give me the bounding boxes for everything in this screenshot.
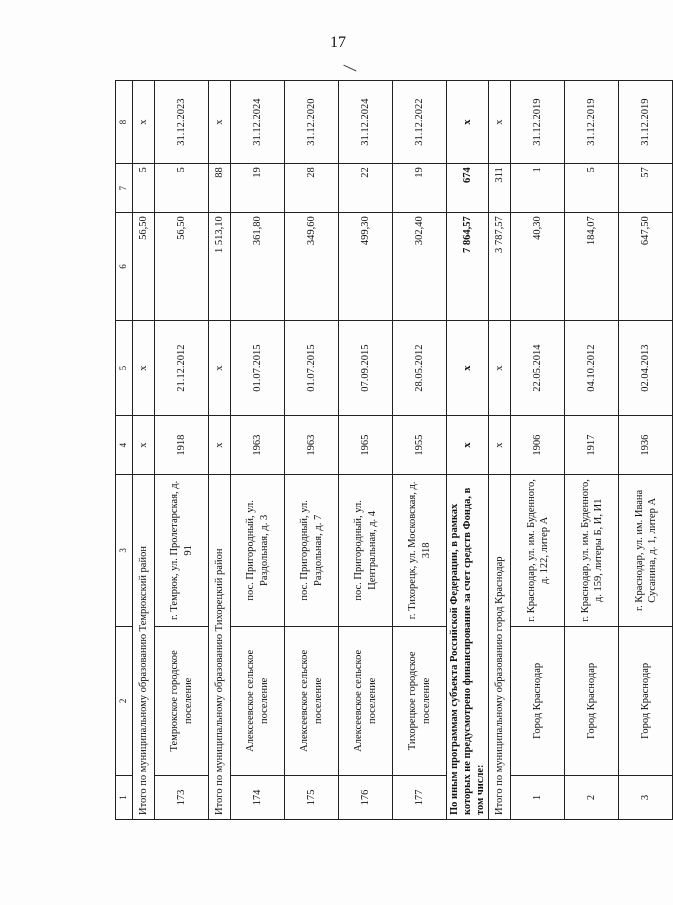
subtotal-row — [133, 81, 155, 820]
row-number: 174 — [231, 775, 285, 819]
table-row — [511, 81, 565, 820]
row-number: 176 — [339, 775, 393, 819]
subtotal-value: x — [489, 320, 511, 415]
program-row — [447, 81, 489, 820]
row-number: 1 — [511, 775, 565, 819]
column-number: 2 — [116, 626, 133, 775]
date-cell: 01.07.2015 — [231, 320, 285, 415]
municipality-cell: Алексеевское сельское поселение — [339, 626, 393, 775]
year-cell: 1936 — [619, 416, 673, 475]
deadline-cell: 31.12.2020 — [285, 81, 339, 164]
municipality-cell: Город Краснодар — [619, 626, 673, 775]
address-cell: г. Темрюк, ул. Пролетарская, д. 91 — [155, 475, 209, 627]
year-cell: 1955 — [393, 416, 447, 475]
municipality-cell: Город Краснодар — [511, 626, 565, 775]
year-cell: 1918 — [155, 416, 209, 475]
subtotal-value: x — [133, 81, 155, 164]
municipality-cell: Темрюкское городское поселение — [155, 626, 209, 775]
table-row — [565, 81, 619, 820]
subtotal-value: x — [447, 81, 489, 164]
subtotal-value: x — [489, 416, 511, 475]
area-cell: 184,07 — [565, 213, 619, 321]
date-cell: 02.04.2013 — [619, 320, 673, 415]
residents-cell: 19 — [393, 164, 447, 213]
address-cell: г. Краснодар, ул. им. Буденного, д. 122, литер А — [511, 475, 565, 627]
subtotal-value: x — [209, 320, 231, 415]
subtotal-value: 7 864,57 — [447, 213, 489, 321]
year-cell: 1963 — [231, 416, 285, 475]
residents-cell: 19 — [231, 164, 285, 213]
table-row — [619, 81, 673, 820]
residents-cell: 28 — [285, 164, 339, 213]
subtotal-label: Итого по муниципальному образованию Темрюкский район — [133, 475, 155, 820]
table-row — [231, 81, 285, 820]
subtotal-value: x — [133, 416, 155, 475]
subtotal-row — [489, 81, 511, 820]
deadline-cell: 31.12.2024 — [339, 81, 393, 164]
deadline-cell: 31.12.2022 — [393, 81, 447, 164]
date-cell: 28.05.2012 — [393, 320, 447, 415]
row-number: 173 — [155, 775, 209, 819]
area-cell: 499,30 — [339, 213, 393, 321]
subtotal-value: 674 — [447, 164, 489, 213]
subtotal-value: x — [447, 416, 489, 475]
year-cell: 1906 — [511, 416, 565, 475]
area-cell: 302,40 — [393, 213, 447, 321]
year-cell: 1963 — [285, 416, 339, 475]
deadline-cell: 31.12.2019 — [511, 81, 565, 164]
date-cell: 22.05.2014 — [511, 320, 565, 415]
residents-cell: 22 — [339, 164, 393, 213]
year-cell: 1917 — [565, 416, 619, 475]
row-number: 3 — [619, 775, 673, 819]
subtotal-value: 5 — [133, 164, 155, 213]
table-row — [393, 81, 447, 820]
column-number: 7 — [116, 164, 133, 213]
housing-program-table — [115, 80, 673, 820]
row-number: 177 — [393, 775, 447, 819]
table-row — [155, 81, 209, 820]
deadline-cell: 31.12.2019 — [565, 81, 619, 164]
date-cell: 04.10.2012 — [565, 320, 619, 415]
area-cell: 40,30 — [511, 213, 565, 321]
address-cell: пос. Пригородный, ул. Центральная, д. 4 — [339, 475, 393, 627]
column-number: 3 — [116, 475, 133, 627]
residents-cell: 1 — [511, 164, 565, 213]
subtotal-value: x — [209, 416, 231, 475]
address-cell: г. Тихорецк, ул. Московская, д. 318 — [393, 475, 447, 627]
row-number: 175 — [285, 775, 339, 819]
subtotal-value: 311 — [489, 164, 511, 213]
municipality-cell: Алексеевское сельское поселение — [285, 626, 339, 775]
address-cell: г. Краснодар, ул. им. Ивана Сусанина, д. 1, литер А — [619, 475, 673, 627]
table-rotation-frame — [115, 80, 658, 820]
subtotal-value: x — [133, 320, 155, 415]
subtotal-row — [209, 81, 231, 820]
program-label: По иным программам субъекта Российской Федерации, в рамках которых не предусмотрено финансирование за счет средств Фонда, в том числе: — [447, 475, 489, 820]
deadline-cell: 31.12.2024 — [231, 81, 285, 164]
subtotal-value: x — [447, 320, 489, 415]
date-cell: 01.07.2015 — [285, 320, 339, 415]
deadline-cell: 31.12.2023 — [155, 81, 209, 164]
year-cell: 1965 — [339, 416, 393, 475]
area-cell: 349,60 — [285, 213, 339, 321]
subtotal-value: 88 — [209, 164, 231, 213]
subtotal-value: x — [209, 81, 231, 164]
address-cell: пос. Пригородный, ул. Раздольная, д. 7 — [285, 475, 339, 627]
municipality-cell: Алексеевское сельское поселение — [231, 626, 285, 775]
residents-cell: 5 — [565, 164, 619, 213]
deadline-cell: 31.12.2019 — [619, 81, 673, 164]
row-number: 2 — [565, 775, 619, 819]
area-cell: 647,50 — [619, 213, 673, 321]
page-number: 17 — [330, 34, 346, 51]
date-cell: 07.09.2015 — [339, 320, 393, 415]
column-number: 1 — [116, 775, 133, 819]
address-cell: г. Краснодар, ул. им. Буденного, д. 159, литеры Б, И, И1 — [565, 475, 619, 627]
table-row — [339, 81, 393, 820]
table-body — [116, 81, 673, 820]
column-number: 4 — [116, 416, 133, 475]
scan-mark — [343, 56, 360, 72]
area-cell: 56,50 — [155, 213, 209, 321]
subtotal-value: x — [489, 81, 511, 164]
column-number: 8 — [116, 81, 133, 164]
municipality-cell: Тихорецкое городское поселение — [393, 626, 447, 775]
date-cell: 21.12.2012 — [155, 320, 209, 415]
subtotal-value: 3 787,57 — [489, 213, 511, 321]
subtotal-label: Итого по муниципальному образованию Тихорецкий район — [209, 475, 231, 820]
municipality-cell: Город Краснодар — [565, 626, 619, 775]
subtotal-value: 56,50 — [133, 213, 155, 321]
area-cell: 361,80 — [231, 213, 285, 321]
column-number: 5 — [116, 320, 133, 415]
rotated-table-container — [115, 80, 658, 820]
subtotal-label: Итого по муниципальному образованию город Краснодар — [489, 475, 511, 820]
column-number-row — [116, 81, 133, 820]
address-cell: пос. Пригородный, ул. Раздольная, д. 3 — [231, 475, 285, 627]
table-row — [285, 81, 339, 820]
residents-cell: 57 — [619, 164, 673, 213]
residents-cell: 5 — [155, 164, 209, 213]
subtotal-value: 1 513,10 — [209, 213, 231, 321]
column-number: 6 — [116, 213, 133, 321]
